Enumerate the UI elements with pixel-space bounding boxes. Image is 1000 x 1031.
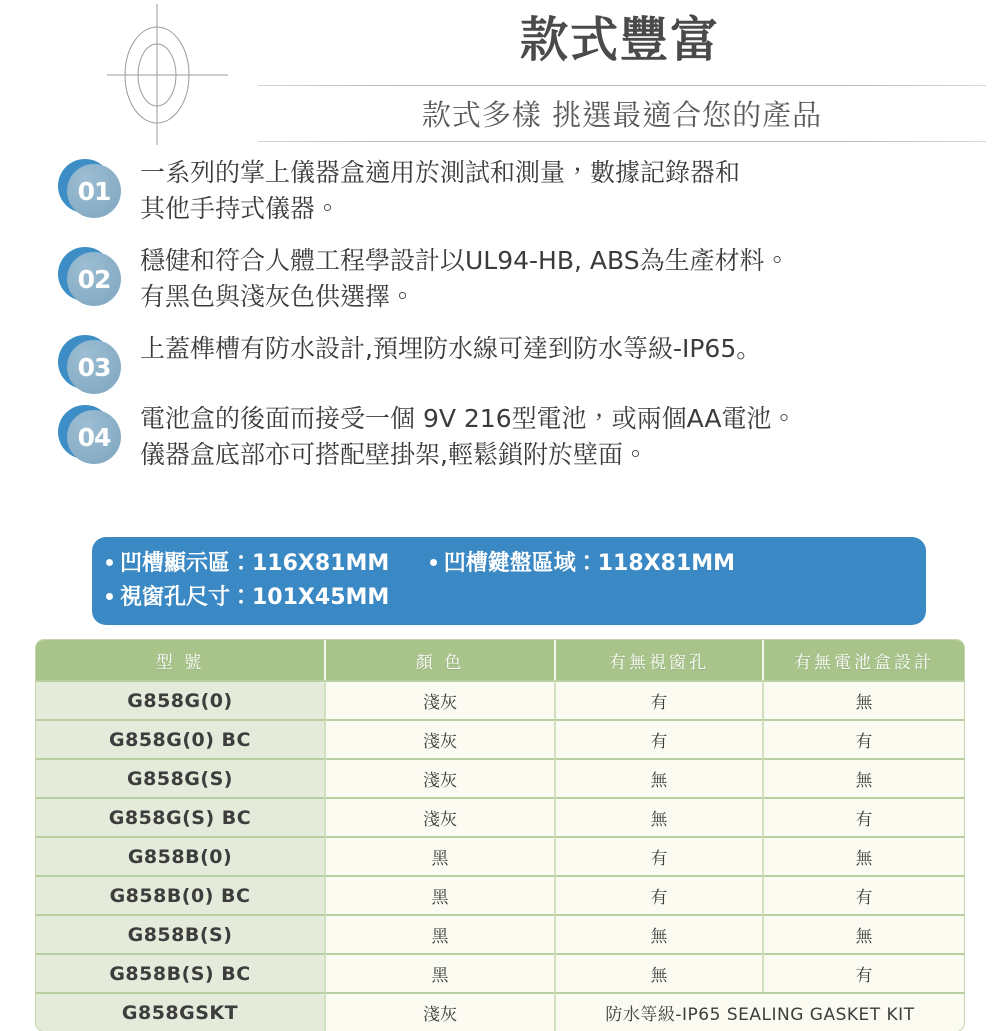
- cell-battery: 有: [764, 875, 964, 914]
- cell-battery: 無: [764, 914, 964, 953]
- feature-text: [140, 243, 970, 315]
- table-row: [36, 953, 964, 992]
- badge-number: 01: [77, 177, 111, 206]
- cell-model: G858G(0): [36, 680, 326, 719]
- cell-battery: 有: [764, 953, 964, 992]
- feature-item: [0, 401, 1000, 489]
- feature-line: 穩健和符合人體工程學設計以UL94-HB, ABS為生產材料。: [140, 246, 790, 275]
- column-header-model: 型 號: [36, 640, 326, 680]
- dimension-item: [106, 581, 389, 615]
- column-header-color: 顏 色: [326, 640, 556, 680]
- cell-window: 無: [556, 758, 764, 797]
- cell-battery: 無: [764, 680, 964, 719]
- dimension-label: 凹槽鍵盤區域：118X81MM: [443, 551, 736, 576]
- dimension-row: [106, 547, 926, 581]
- cell-color: 淺灰: [326, 719, 556, 758]
- feature-line: 一系列的掌上儀器盒適用於測試和測量，數據記錄器和: [140, 158, 741, 187]
- cell-color: 黑: [326, 914, 556, 953]
- divider-top: [258, 85, 986, 86]
- table-row: [36, 992, 964, 1031]
- crosshair-target-icon: [105, 2, 230, 147]
- page-title: 款式豐富: [519, 12, 720, 68]
- feature-item: [0, 331, 1000, 401]
- table-row: [36, 797, 964, 836]
- cell-model: G858B(S): [36, 914, 326, 953]
- cell-window: 有: [556, 680, 764, 719]
- cell-window: 無: [556, 914, 764, 953]
- model-spec-table: [36, 640, 964, 1031]
- table-row: [36, 680, 964, 719]
- table-header-row: [36, 640, 964, 680]
- divider-bottom: [258, 141, 986, 142]
- dimension-item: [430, 547, 735, 581]
- feature-text: [140, 155, 970, 227]
- feature-line: 其他手持式儀器。: [140, 194, 341, 223]
- page-header: [0, 0, 1000, 150]
- cell-color: 淺灰: [326, 680, 556, 719]
- column-header-window: 有無視窗孔: [556, 640, 764, 680]
- feature-item: [0, 155, 1000, 243]
- bullet-icon: [430, 559, 437, 566]
- page-subtitle: 款式多樣 挑選最適合您的產品: [421, 98, 823, 132]
- cell-merged-note: 防水等級-IP65 SEALING GASKET KIT: [556, 992, 964, 1031]
- feature-line: 儀器盒底部亦可搭配壁掛架,輕鬆鎖附於壁面。: [140, 440, 648, 469]
- feature-number-badge: [58, 159, 124, 217]
- feature-line: 電池盒的後面而接受一個 9V 216型電池，或兩個AA電池。: [140, 404, 797, 433]
- badge-number: 04: [77, 423, 111, 452]
- table-row: [36, 719, 964, 758]
- cell-model: G858GSKT: [36, 992, 326, 1031]
- cell-color: 黑: [326, 836, 556, 875]
- cell-window: 有: [556, 875, 764, 914]
- feature-number-badge: [58, 335, 124, 393]
- feature-list: [0, 155, 1000, 489]
- feature-line: 上蓋榫槽有防水設計,預埋防水線可達到防水等級-IP65。: [140, 334, 762, 363]
- cell-model: G858G(S) BC: [36, 797, 326, 836]
- cell-model: G858B(0) BC: [36, 875, 326, 914]
- table-header: [36, 640, 964, 680]
- feature-item: [0, 243, 1000, 331]
- dimension-item: [106, 547, 389, 581]
- dimension-callout-box: [92, 537, 926, 625]
- table-body: [36, 680, 964, 1031]
- feature-text: [140, 401, 970, 473]
- table-row: [36, 758, 964, 797]
- cell-model: G858B(0): [36, 836, 326, 875]
- badge-number: 03: [77, 353, 111, 382]
- cell-window: 有: [556, 836, 764, 875]
- dimension-label: 凹槽顯示區：116X81MM: [120, 551, 390, 576]
- cell-color: 淺灰: [326, 758, 556, 797]
- table-row: [36, 836, 964, 875]
- cell-color: 黑: [326, 875, 556, 914]
- cell-window: 有: [556, 719, 764, 758]
- cell-color: 黑: [326, 953, 556, 992]
- table-row: [36, 875, 964, 914]
- feature-number-badge: [58, 247, 124, 305]
- cell-window: 無: [556, 797, 764, 836]
- cell-model: G858G(0) BC: [36, 719, 326, 758]
- cell-window: 無: [556, 953, 764, 992]
- column-header-battery: 有無電池盒設計: [764, 640, 964, 680]
- table-row: [36, 914, 964, 953]
- badge-number: 02: [77, 265, 111, 294]
- cell-model: G858B(S) BC: [36, 953, 326, 992]
- cell-battery: 無: [764, 758, 964, 797]
- cell-battery: 有: [764, 797, 964, 836]
- dimension-label: 視窗孔尺寸：101X45MM: [120, 585, 390, 610]
- cell-battery: 無: [764, 836, 964, 875]
- bullet-icon: [106, 559, 113, 566]
- feature-text: [140, 331, 970, 367]
- feature-line: 有黑色與淺灰色供選擇。: [140, 282, 416, 311]
- cell-model: G858G(S): [36, 758, 326, 797]
- bullet-icon: [106, 593, 113, 600]
- cell-color: 淺灰: [326, 797, 556, 836]
- feature-number-badge: [58, 405, 124, 463]
- cell-color: 淺灰: [326, 992, 556, 1031]
- dimension-row: [106, 581, 926, 615]
- cell-battery: 有: [764, 719, 964, 758]
